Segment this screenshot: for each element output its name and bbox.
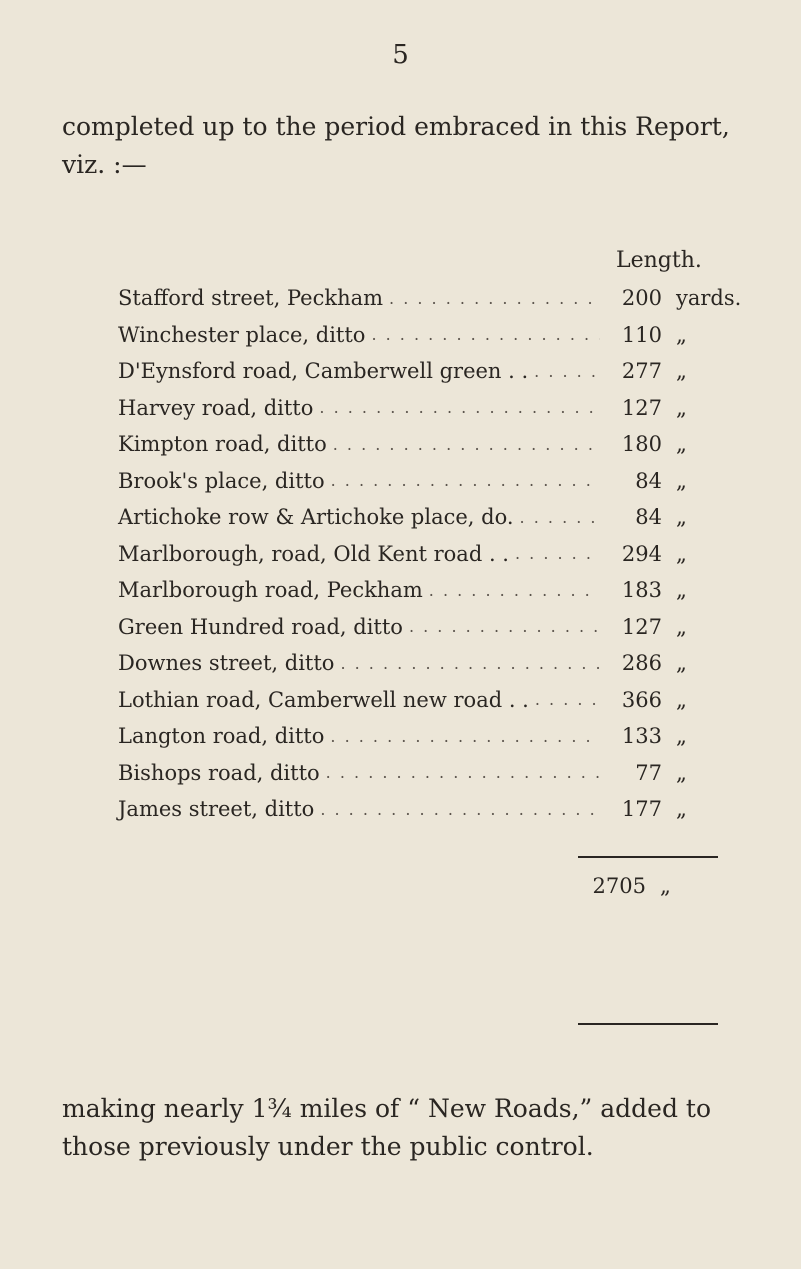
- road-name: Bishops road, ditto: [118, 760, 320, 785]
- leader-dots: [371, 325, 600, 344]
- road-length: 200: [621, 286, 662, 311]
- intro-paragraph: [62, 108, 762, 184]
- table-row: [118, 755, 758, 792]
- road-name: Harvey road, ditto: [118, 395, 314, 420]
- road-name: Brook's place, ditto: [118, 468, 325, 493]
- road-unit: „: [676, 468, 687, 493]
- road-unit: „: [676, 760, 687, 785]
- road-unit: „: [676, 614, 687, 639]
- leader-dots: [331, 471, 600, 490]
- road-length: 366: [621, 687, 662, 712]
- length-column-header: Length.: [616, 248, 702, 273]
- road-unit: „: [676, 322, 687, 347]
- table-row: [118, 317, 758, 354]
- page-number: 5: [392, 40, 409, 70]
- table-row: [118, 536, 758, 573]
- road-length: 84: [635, 505, 662, 530]
- road-name: Green Hundred road, ditto: [118, 614, 403, 639]
- table-row: [118, 609, 758, 646]
- road-length: 183: [621, 578, 662, 603]
- leader-dots: [330, 727, 600, 746]
- total-rule-top: [578, 856, 718, 858]
- leader-dots: [429, 581, 600, 600]
- table-row: [118, 572, 758, 609]
- road-unit: „: [676, 505, 687, 530]
- leader-dots: [520, 508, 600, 527]
- road-name: Stafford street, Peckham: [118, 286, 384, 311]
- total-row: [588, 874, 671, 898]
- intro-line-1: completed up to the period embraced in this Report,: [62, 112, 730, 141]
- leader-dots: [319, 398, 600, 417]
- closing-line-1: making nearly 1¾ miles of “ New Roads,” added to: [62, 1094, 712, 1123]
- leader-dots: [320, 800, 600, 819]
- road-name: Marlborough, road, Old Kent road . .: [118, 541, 509, 566]
- road-name: Kimpton road, ditto: [118, 432, 327, 457]
- road-unit: „: [676, 651, 687, 676]
- table-row: [118, 682, 758, 719]
- table-row: [118, 645, 758, 682]
- road-unit: „: [676, 687, 687, 712]
- table-row: [118, 280, 758, 317]
- total-unit: „: [660, 874, 671, 898]
- table-row: [118, 499, 758, 536]
- road-length: 127: [621, 395, 662, 420]
- closing-line-2: those previously under the public control.: [62, 1132, 594, 1161]
- leader-dots: [534, 362, 600, 381]
- leader-dots: [409, 617, 600, 636]
- road-length: 133: [621, 724, 662, 749]
- road-unit: „: [676, 432, 687, 457]
- road-name: Downes street, ditto: [118, 651, 335, 676]
- road-unit: „: [676, 541, 687, 566]
- intro-line-2: viz. :—: [62, 150, 147, 179]
- roads-table: [118, 280, 758, 828]
- road-unit: „: [676, 359, 687, 384]
- road-length: 294: [621, 541, 662, 566]
- table-row: [118, 426, 758, 463]
- table-row: [118, 390, 758, 427]
- road-unit: „: [676, 724, 687, 749]
- road-name: Artichoke row & Artichoke place, do.: [118, 505, 514, 530]
- table-row: [118, 791, 758, 828]
- table-row: [118, 353, 758, 390]
- road-name: Langton road, ditto: [118, 724, 325, 749]
- road-length: 277: [621, 359, 662, 384]
- road-length: 110: [621, 322, 662, 347]
- road-name: Winchester place, ditto: [118, 322, 366, 347]
- road-length: 177: [621, 797, 662, 822]
- road-unit: „: [676, 395, 687, 420]
- leader-dots: [326, 763, 600, 782]
- road-name: James street, ditto: [118, 797, 315, 822]
- table-row: [118, 463, 758, 500]
- table-row: [118, 718, 758, 755]
- total-length: 2705: [592, 874, 646, 898]
- road-length: 84: [635, 468, 662, 493]
- total-rule-bottom: [578, 1023, 718, 1025]
- leader-dots: [515, 544, 600, 563]
- road-length: 286: [621, 651, 662, 676]
- leader-dots: [389, 289, 600, 308]
- road-length: 127: [621, 614, 662, 639]
- leader-dots: [340, 654, 600, 673]
- road-unit: „: [676, 578, 687, 603]
- leader-dots: [535, 690, 600, 709]
- road-name: Marlborough road, Peckham: [118, 578, 423, 603]
- road-unit: yards.: [676, 286, 742, 311]
- road-unit: „: [676, 797, 687, 822]
- closing-paragraph: [62, 1090, 762, 1166]
- road-length: 180: [621, 432, 662, 457]
- road-name: D'Eynsford road, Camberwell green . .: [118, 359, 529, 384]
- road-name: Lothian road, Camberwell new road . .: [118, 687, 529, 712]
- leader-dots: [333, 435, 600, 454]
- road-length: 77: [635, 760, 662, 785]
